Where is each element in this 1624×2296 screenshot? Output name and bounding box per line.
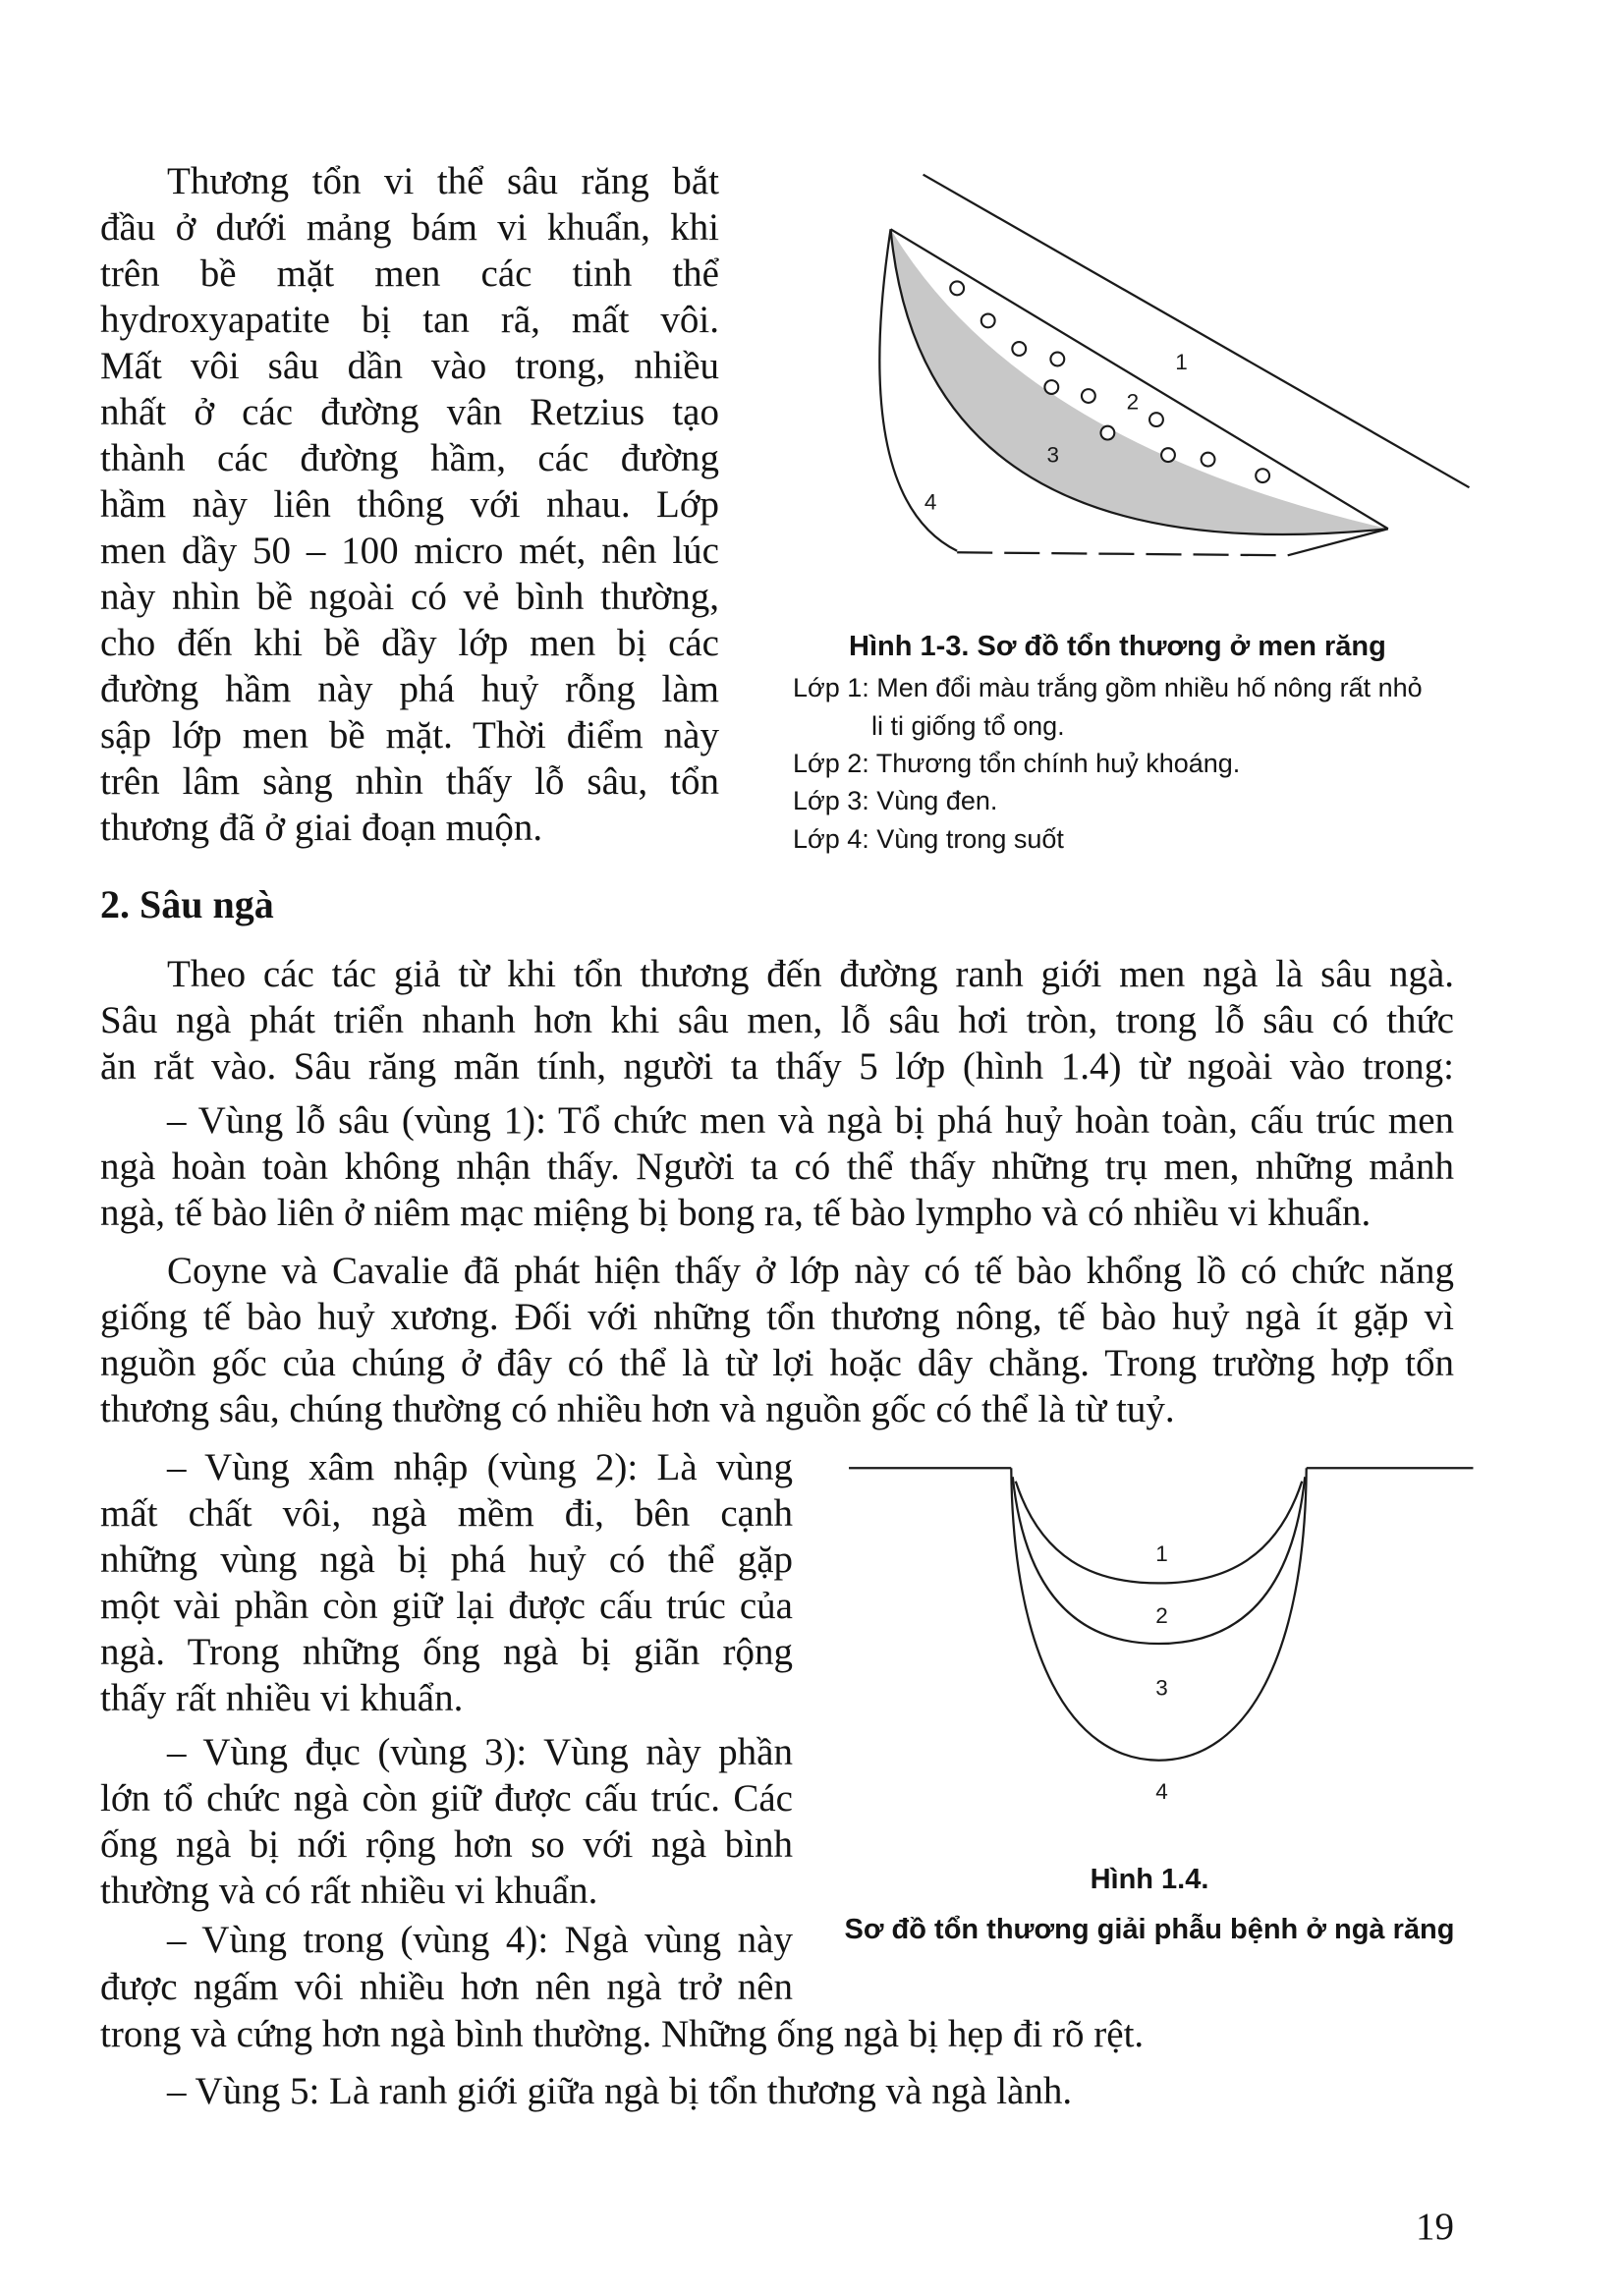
section-paragraph xyxy=(100,1248,1454,1432)
zone-5-paragraph xyxy=(100,2068,1454,2114)
text-line: – Vùng trong (vùng 4): Ngà vùng này xyxy=(167,1919,793,1961)
zone-label-1: 1 xyxy=(1155,1540,1168,1566)
text-line: được ngấm vôi nhiều hơn nên ngà trở nên xyxy=(100,1966,793,2008)
enamel-pore-dot xyxy=(950,281,964,295)
enamel-pore-dot xyxy=(1050,353,1064,366)
text-line: giống tế bào huỷ xương. Đối với những tổn thương nông, tế bào huỷ ngà ít gặp vì xyxy=(100,1296,1454,1338)
enamel-pore-dot xyxy=(1100,426,1114,440)
text-line: đầu ở dưới mảng bám vi khuẩn, khi xyxy=(100,206,719,249)
text-line: nguồn gốc của chúng ở đây có thể là từ lợi hoặc dây chằng. Trong trường hợp tổn xyxy=(100,1342,1454,1384)
zone-2-paragraph xyxy=(100,1444,793,1721)
text-line: này nhìn bề ngoài có vẻ bình thường, xyxy=(100,576,719,618)
text-line: – Vùng 5: Là ranh giới giữa ngà bị tổn thương và ngà lành. xyxy=(167,2070,1073,2112)
page-number: 19 xyxy=(1416,2206,1454,2248)
text-line: thấy rất nhiều vi khuẩn. xyxy=(100,1677,464,1719)
text-line: Mất vôi sâu dần vào trong, nhiều xyxy=(100,345,719,387)
zone-label-3: 3 xyxy=(1155,1675,1168,1701)
figure-1-3-enamel-lesion-diagram xyxy=(857,155,1491,584)
figure-1-3-caption-line: Lớp 4: Vùng trong suốt xyxy=(793,824,1064,854)
figure-1-4-dentin-lesion-diagram xyxy=(834,1447,1484,1817)
layer-label-4: 4 xyxy=(924,489,937,515)
text-line: một vài phần còn giữ lại được cấu trúc của xyxy=(100,1585,793,1627)
zone-1-paragraph xyxy=(100,1097,1454,1236)
text-line: lớn tổ chức ngà còn giữ được cấu trúc. Các xyxy=(100,1777,793,1820)
enamel-pore-dot xyxy=(1202,453,1215,467)
layer-4-dashed-boundary xyxy=(957,552,1288,555)
enamel-pore-dot xyxy=(1161,448,1175,462)
text-line: Sâu ngà phát triển nhanh hơn khi sâu men, lỗ sâu hơi tròn, trong lỗ sâu có thức xyxy=(100,999,1454,1041)
text-line: hydroxyapatite bị tan rã, mất vôi. xyxy=(100,299,719,341)
text-line: ăn rắt vào. Sâu răng mãn tính, người ta thấy 5 lớp (hình 1.4) từ ngoài vào trong: xyxy=(100,1045,1454,1088)
layer-label-1: 1 xyxy=(1175,350,1188,374)
intro-paragraph xyxy=(100,158,719,851)
zone-label-2: 2 xyxy=(1155,1602,1168,1628)
text-line: men dầy 50 – 100 micro mét, nên lúc xyxy=(100,530,719,572)
text-line: ngà, tế bào liên ở niêm mạc miệng bị bong ra, tế bào lympho và có nhiều vi khuẩn. xyxy=(100,1192,1372,1234)
text-line: ngà hoàn toàn không nhận thấy. Người ta có thể thấy những trụ men, những mảnh xyxy=(100,1146,1454,1188)
text-line: sập lớp men bề mặt. Thời điểm này xyxy=(100,714,719,756)
enamel-pore-dot xyxy=(981,314,995,328)
section-heading: 2. Sâu ngà xyxy=(100,882,274,926)
section-paragraph xyxy=(100,951,1454,1090)
text-line: trên lâm sàng nhìn thấy lỗ sâu, tổn xyxy=(100,760,719,803)
text-line: cho đến khi bề dầy lớp men bị các xyxy=(100,622,719,664)
text-line: thành các đường hầm, các đường xyxy=(100,437,719,479)
figure-1-4-title: Hình 1.4. xyxy=(1090,1864,1209,1895)
text-line: trên bề mặt men các tinh thể xyxy=(100,252,719,295)
text-line: thường và có rất nhiều vi khuẩn. xyxy=(100,1870,598,1912)
enamel-pore-dot xyxy=(1149,413,1163,426)
text-line: Theo các tác giả từ khi tổn thương đến đường ranh giới men ngà là sâu ngà. xyxy=(167,953,1454,995)
text-line: ống ngà bị nới rộng hơn so với ngà bình xyxy=(100,1823,793,1866)
figure-1-3-caption-line: Lớp 3: Vùng đen. xyxy=(793,786,998,815)
text-line: ngà. Trong những ống ngà bị giãn rộng xyxy=(100,1631,793,1673)
text-line: Coyne và Cavalie đã phát hiện thấy ở lớp này có tế bào khổng lồ có chức năng xyxy=(167,1250,1454,1292)
text-line: mất chất vôi, ngà mềm đi, bên cạnh xyxy=(100,1492,793,1535)
enamel-pore-dot xyxy=(1082,389,1095,403)
text-line: thương đã ở giai đoạn muộn. xyxy=(100,807,543,849)
text-line: đường hầm này phá huỷ rỗng làm xyxy=(100,668,719,710)
text-line: Thương tổn vi thể sâu răng bắt xyxy=(167,160,719,202)
text-line: – Vùng đục (vùng 3): Vùng này phần xyxy=(167,1731,793,1773)
figure-1-4-caption: Sơ đồ tổn thương giải phẫu bệnh ở ngà răng xyxy=(844,1914,1455,1945)
zone-1-boundary-curve xyxy=(1016,1482,1302,1584)
text-line: thương sâu, chúng thường có nhiều hơn và nguồn gốc có thể là từ tuỷ. xyxy=(100,1388,1175,1430)
text-line: trong và cứng hơn ngà bình thường. Những ống ngà bị hẹp đi rõ rệt. xyxy=(100,2013,1145,2055)
text-line: nhất ở các đường vân Retzius tạo xyxy=(100,391,719,433)
text-line: – Vùng lỗ sâu (vùng 1): Tổ chức men và ngà bị phá huỷ hoàn toàn, cấu trúc men xyxy=(167,1099,1454,1142)
text-line: hầm này liên thông với nhau. Lớp xyxy=(100,483,719,526)
layer-label-2: 2 xyxy=(1126,389,1140,415)
enamel-pore-dot xyxy=(1256,469,1269,482)
zone-3-paragraph xyxy=(100,1729,793,1914)
figure-1-3-caption-line: li ti giống tổ ong. xyxy=(871,711,1065,741)
figure-1-3-title: Hình 1-3. Sơ đồ tổn thương ở men răng xyxy=(849,631,1386,662)
layer-label-3: 3 xyxy=(1046,442,1060,468)
text-line: – Vùng xâm nhập (vùng 2): Là vùng xyxy=(167,1446,793,1488)
enamel-pore-dot xyxy=(1012,342,1026,356)
figure-1-3-caption-line: Lớp 2: Thương tổn chính huỷ khoáng. xyxy=(793,749,1241,778)
enamel-pore-dot xyxy=(1044,380,1058,394)
zone-label-4: 4 xyxy=(1155,1778,1168,1804)
text-line: những vùng ngà bị phá huỷ có thể gặp xyxy=(100,1539,793,1581)
figure-1-3-caption-line: Lớp 1: Men đổi màu trắng gồm nhiều hố nông rất nhỏ xyxy=(793,673,1423,702)
